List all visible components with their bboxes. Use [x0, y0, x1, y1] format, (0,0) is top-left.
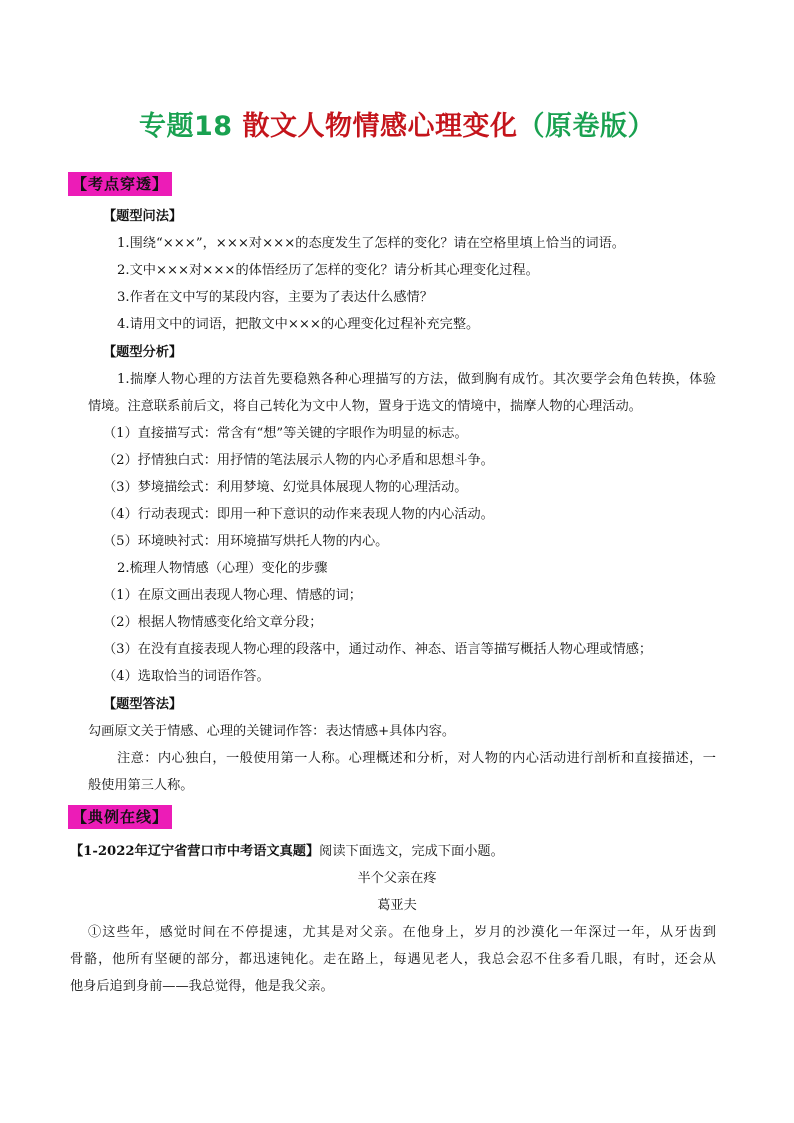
- article-paragraph-line: ①这些年，感觉时间在不停提速，尤其是对父亲。在他身上，岁月的沙漠化一年深过一年，从牙齿到: [88, 925, 716, 940]
- analysis-paragraph-line: 1.揣摩人物心理的方法首先要稳熟各种心理描写的方法，做到胸有成竹。其次要学会角色转换，体验: [117, 372, 716, 387]
- ask-item: 4.请用文中的词语，把散文中×××的心理变化过程补充完整。: [117, 317, 480, 332]
- title-prefix: 专题18: [139, 111, 233, 142]
- article-paragraph-line: 他身后追到身前——我总觉得，他是我父亲。: [70, 979, 334, 994]
- ask-item: 3.作者在文中写的某段内容，主要为了表达什么感情？: [117, 290, 433, 305]
- section-tag-dianli: 【典例在线】: [68, 805, 172, 829]
- step-item: （1）在原文画出表现人物心理、情感的词；: [103, 588, 362, 603]
- ask-heading: 【题型问法】: [103, 209, 183, 224]
- ask-item: 1.围绕“×××”，×××对×××的态度发生了怎样的变化？请在空格里填上恰当的词语。: [117, 236, 625, 251]
- method-item: （5）环境映衬式：用环境描写烘托人物的内心。: [103, 534, 389, 549]
- page-title: [0, 104, 794, 143]
- question-source: 【1-2022年辽宁省营口市中考语文真题】: [70, 844, 320, 859]
- article-title: 半个父亲在疼: [357, 871, 437, 886]
- title-suffix: （原卷版）: [517, 111, 655, 142]
- step-item: （4）选取恰当的词语作答。: [103, 669, 270, 684]
- note-line: 般使用第三人称。: [88, 778, 194, 793]
- section-tag-kaodian: 【考点穿透】: [68, 172, 172, 196]
- article-paragraph-line: 骨骼，他所有坚硬的部分，都迅速钝化。走在路上，每遇见老人，我总会忍不住多看几眼，有时，还会从: [70, 952, 716, 967]
- method-item: （2）抒情独白式：用抒情的笔法展示人物的内心矛盾和思想斗争。: [103, 453, 494, 468]
- step-item: （3）在没有直接表现人物心理的段落中，通过动作、神态、语言等描写概括人物心理或情感；: [103, 642, 653, 657]
- ask-item: 2.文中×××对×××的体悟经历了怎样的变化？请分析其心理变化过程。: [117, 263, 539, 278]
- method-item: （1）直接描写式：常含有“想”等关键的字眼作为明显的标志。: [103, 426, 468, 441]
- answer-line: 勾画原文关于情感、心理的关键词作答：表达情感+具体内容。: [88, 724, 456, 739]
- analysis-paragraph-line: 情境。注意联系前后文，将自己转化为文中人物，置身于选文的情境中，揣摩人物的心理活动。: [88, 399, 642, 414]
- step-item: （2）根据人物情感变化给文章分段；: [103, 615, 323, 630]
- steps-heading: 2.梳理人物情感（心理）变化的步骤: [117, 561, 328, 576]
- method-item: （4）行动表现式：即用一种下意识的动作来表现人物的内心活动。: [103, 507, 494, 522]
- question-instruction: 阅读下面选文，完成下面小题。: [319, 844, 504, 859]
- question-source-line: [70, 843, 504, 861]
- method-item: （3）梦境描绘式：利用梦境、幻觉具体展现人物的心理活动。: [103, 480, 468, 495]
- title-main: 散文人物情感心理变化: [242, 111, 518, 142]
- answer-heading: 【题型答法】: [103, 697, 183, 712]
- note-line: 注意：内心独白，一般使用第一人称。心理概述和分析，对人物的内心活动进行剖析和直接描述，一: [117, 751, 716, 766]
- article-author: 葛亚夫: [377, 898, 417, 913]
- analysis-heading: 【题型分析】: [103, 345, 183, 360]
